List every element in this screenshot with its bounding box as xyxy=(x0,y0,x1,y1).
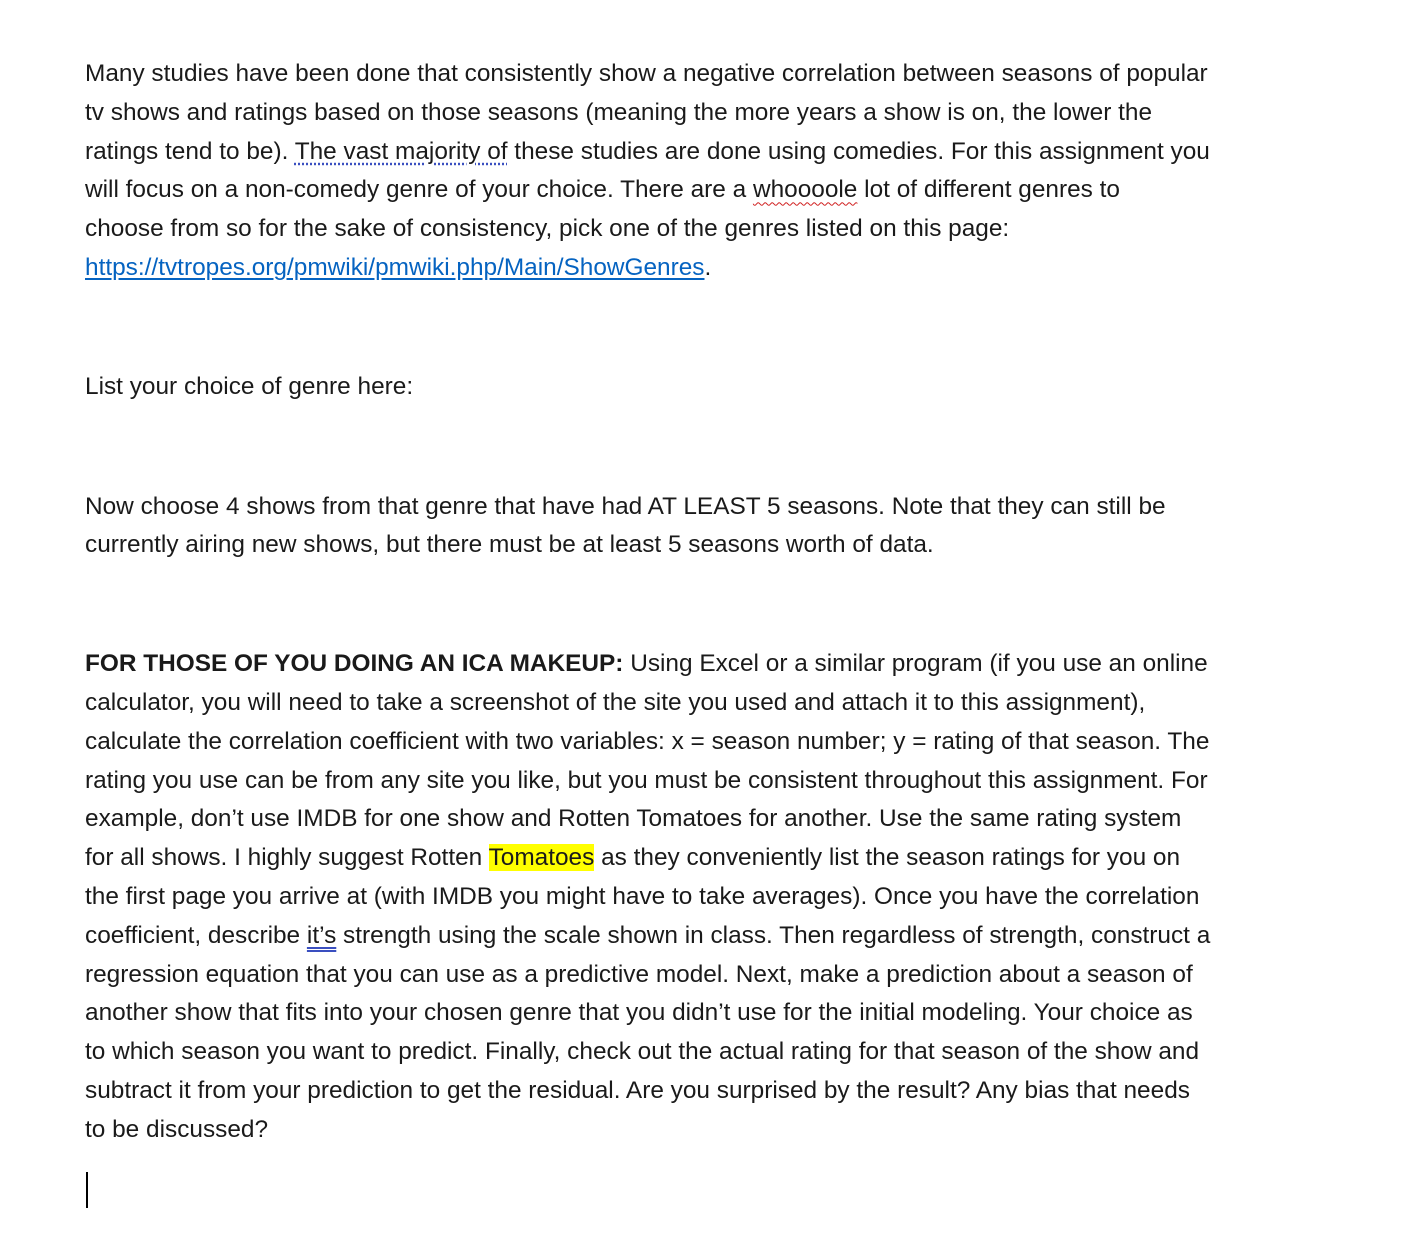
text-run: will focus on a non-comedy genre of your choice. There are a xyxy=(85,176,753,204)
text-line xyxy=(85,645,1345,684)
text-run: lot of different genres to xyxy=(857,176,1120,204)
document-body[interactable] xyxy=(85,55,1345,1150)
text-line: Many studies have been done that consistently show a negative correlation between seasons of popular xyxy=(85,60,1208,87)
text-line: currently airing new shows, but there must be at least 5 seasons worth of data. xyxy=(85,531,934,559)
makeup-paragraph xyxy=(85,645,1345,1149)
text-line xyxy=(85,133,1345,172)
text-line: tv shows and ratings based on those seasons (meaning the more years a show is on, the lower the xyxy=(85,98,1153,126)
highlighted-text: Tomatoes xyxy=(488,844,595,872)
text-cursor xyxy=(86,1172,88,1208)
text-line: the first page you arrive at (with IMDB you might have to take averages). Once you have the correlation xyxy=(85,882,1200,910)
text-line: to be discussed? xyxy=(85,1115,269,1143)
text-run: as they conveniently list the season ratings for you on xyxy=(594,844,1181,872)
text-run: Using Excel or a similar program (if you use an online xyxy=(623,650,1208,678)
shows-paragraph xyxy=(85,488,1345,566)
text-line: choose from so for the sake of consistency, pick one of the genres listed on this page: xyxy=(85,215,1010,243)
text-run: these studies are done using comedies. For this assignment you xyxy=(507,137,1210,165)
text-line: example, don’t use IMDB for one show and Rotten Tomatoes for another. Use the same rating system xyxy=(85,805,1182,833)
spelling-error-mark[interactable]: whoooole xyxy=(752,176,858,204)
text-line: regression equation that you can use as a predictive model. Next, make a prediction about a season of xyxy=(85,960,1193,988)
text-line: to which season you want to predict. Finally, check out the actual rating for that season of the show and xyxy=(85,1038,1200,1066)
text-line xyxy=(85,171,1345,210)
blank-space xyxy=(85,288,1345,368)
text-run: strength using the scale shown in class. Then regardless of strength, construct a xyxy=(336,921,1211,949)
text-run: for all shows. I highly suggest Rotten xyxy=(85,844,489,872)
text-line: subtract it from your prediction to get the residual. Are you surprised by the result? Any bias that needs xyxy=(85,1076,1190,1104)
text-line xyxy=(85,917,1345,956)
genre-prompt-paragraph xyxy=(85,368,1345,407)
genre-prompt: List your choice of genre here: xyxy=(85,372,414,400)
makeup-heading: FOR THOSE OF YOU DOING AN ICA MAKEUP: xyxy=(85,650,624,678)
intro-paragraph xyxy=(85,55,1345,288)
blank-space xyxy=(85,565,1345,645)
text-line: calculate the correlation coefficient with two variables: x = season number; y = rating of that season. The xyxy=(85,727,1210,755)
blank-space xyxy=(85,407,1345,488)
text-line: Now choose 4 shows from that genre that have had AT LEAST 5 seasons. Note that they can still be xyxy=(85,492,1166,520)
text-line: calculator, you will need to take a screenshot of the site you used and attach it to this assignment), xyxy=(85,688,1146,716)
text-line xyxy=(85,839,1345,878)
text-run: . xyxy=(704,253,712,281)
show-genres-link[interactable]: https://tvtropes.org/pmwiki/pmwiki.php/Main/ShowGenres xyxy=(85,253,705,281)
text-line: another show that fits into your chosen genre that you didn’t use for the initial modeling. Your choice as xyxy=(85,999,1193,1027)
text-run: ratings tend to be). xyxy=(85,137,295,165)
text-line: rating you use can be from any site you like, but you must be consistent throughout this assignment. For xyxy=(85,766,1208,794)
text-line xyxy=(85,249,1345,288)
grammar-suggestion-mark[interactable]: The vast majority of xyxy=(294,137,508,165)
text-run: coefficient, describe xyxy=(85,921,307,949)
grammar-error-mark[interactable]: it’s xyxy=(306,921,337,949)
